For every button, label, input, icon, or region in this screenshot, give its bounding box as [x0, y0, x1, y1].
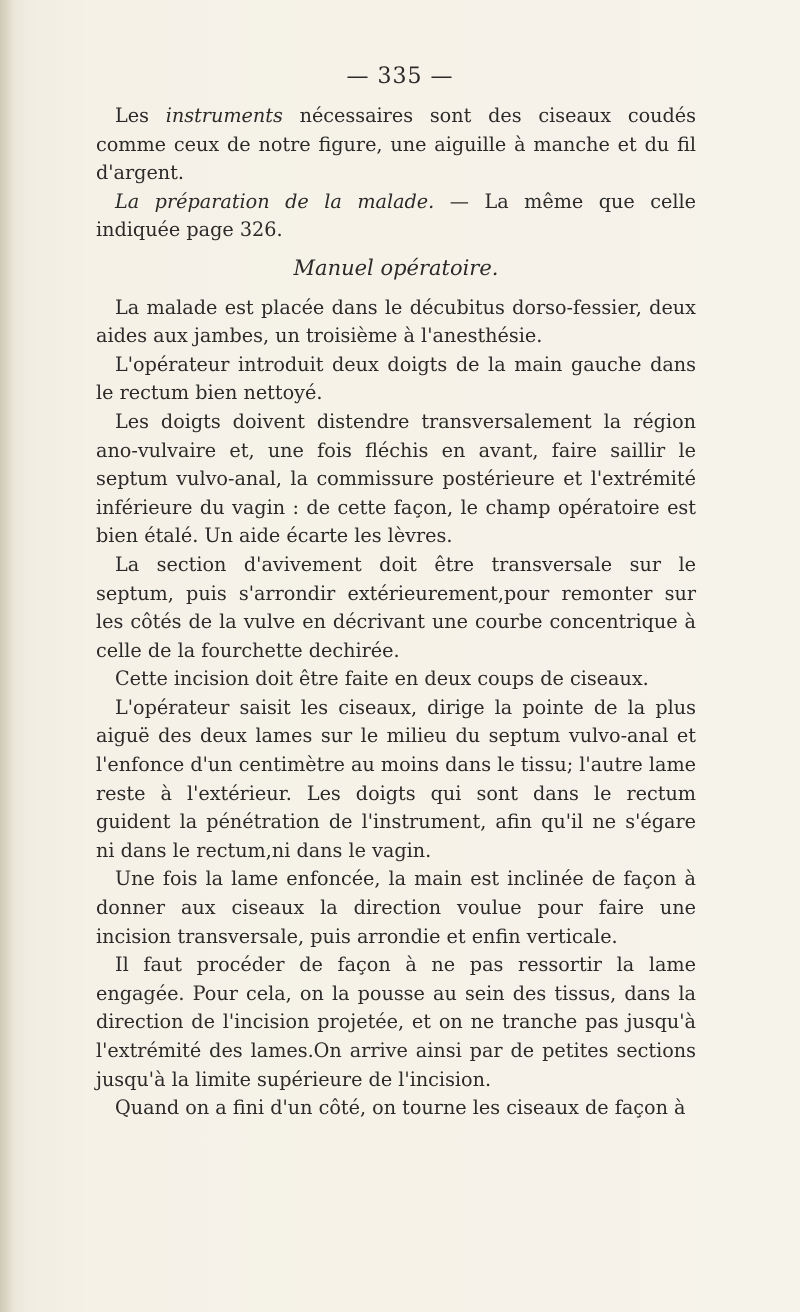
paragraph: L'opérateur introduit deux doigts de la main gauche dans le rectum bien nettoyé.: [96, 352, 696, 405]
paragraph-preparation: La préparation de la malade. — La même que celle indiquée page 326.: [96, 189, 696, 242]
text-block: [96, 102, 696, 1123]
paragraph: Cette incision doit être faite en deux coups de ciseaux.: [115, 667, 649, 691]
paragraph: L'opérateur saisit les ciseaux, dirige la pointe de la plus aiguë des deux lames sur le milieu du septum vulvo-anal et l'enfonce d'un centimètre au moins dans le tissu; l'autre lame reste à l'extérieur. Les doigts qui sont dans le rectum guident la pénétration de l'instrument, afin qu'il ne s'égare ni dans le rectum,ni dans le vagin.: [96, 695, 696, 862]
preparation-emphasis: La préparation de la malade.: [115, 189, 435, 213]
paragraph: Une fois la lame enfoncée, la main est inclinée de façon à donner aux ciseaux la direction voulue pour faire une incision transversale, puis arrondie et enfin verticale.: [96, 867, 696, 948]
paragraph: Les doigts doivent distendre transversalement la région ano-vulvaire et, une fois fléchis en avant, faire saillir le septum vulvo-anal, la commissure postérieure et l'extrémité inférieure du vagin : de cette façon, le champ opératoire est bien étalé. Un aide écarte les lèvres.: [96, 409, 696, 548]
section-heading: Manuel opératoire.: [293, 255, 499, 280]
page-number: — 335 —: [346, 64, 454, 89]
paragraph-instruments: Les instruments nécessaires sont des ciseaux coudés comme ceux de notre figure, une aiguille à manche et du fil d'argent.: [96, 104, 697, 185]
paragraph: Quand on a fini d'un côté, on tourne les ciseaux de façon à: [115, 1096, 686, 1120]
instruments-emphasis: instruments: [165, 104, 283, 127]
paragraph: Il faut procéder de façon à ne pas ressortir la lame engagée. Pour cela, on la pousse au sein des tissus, dans la direction de l'incision projetée, et on ne tranche pas jusqu'à l'extrémité des lames.On arrive ainsi par de petites sections jusqu'à la limite supérieure de l'incision.: [96, 953, 696, 1091]
paragraph: La section d'avivement doit être transversale sur le septum, puis s'arrondir extérieurement,pour remonter sur les côtés de la vulve en décrivant une courbe concentrique à celle de la fourchette dechirée.: [96, 552, 696, 662]
paragraph: La malade est placée dans le décubitus dorso-fessier, deux aides aux jambes, un troisième à l'anesthésie.: [96, 295, 696, 348]
binding-shadow: [0, 0, 14, 1312]
